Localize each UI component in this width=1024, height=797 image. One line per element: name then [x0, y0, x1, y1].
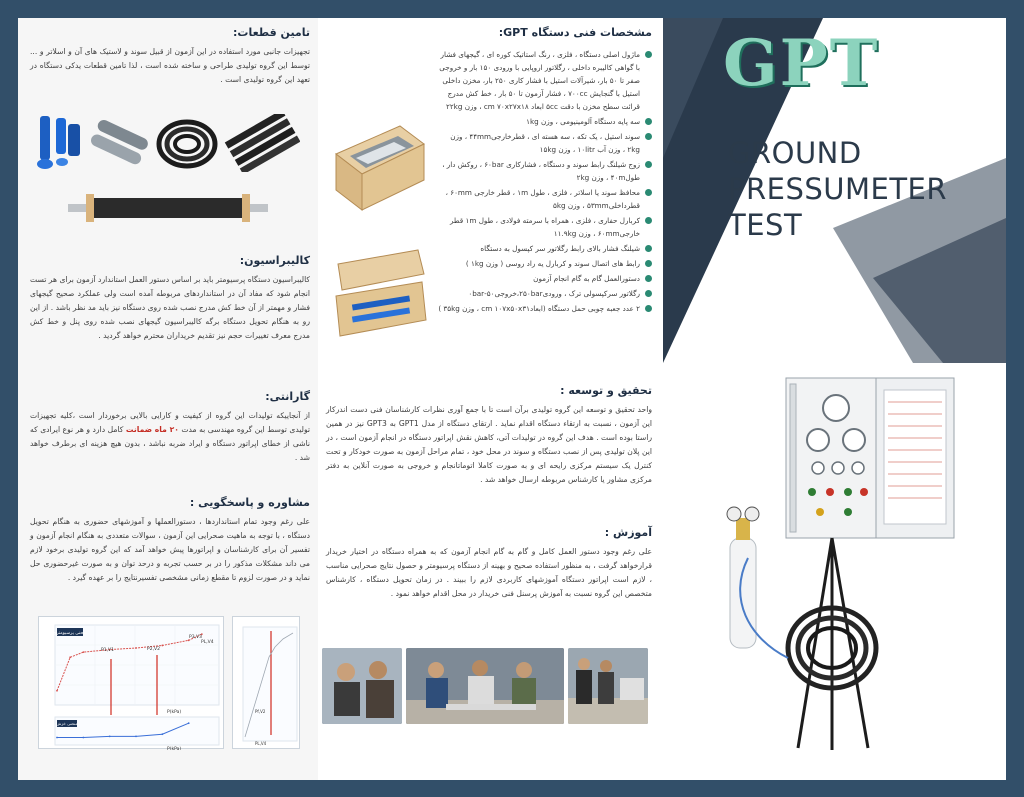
volume-chart-svg: [233, 617, 301, 750]
data-point: [109, 736, 111, 738]
bullet-icon: [645, 275, 652, 282]
creep-x-axis-label: P(kPa): [167, 747, 182, 750]
data-point: [56, 737, 58, 739]
research-text: واحد تحقیق و توسعه این گروه تولیدی برآن است تا با جمع آوری نظرات کارشناسان فنی دست اندرکار این آزمون ، نسبت به ارتقاء دستگاه اقدام نماید . ارتقای دستگاه از مدل GPT1 به GPT3 نیز در همین راستا بوده است . هدف این گروه در تولیدات آتی، کاهش نقش اپراتور دستگاه در انجام آزمون است ، در این پلان تولیدی پس از نصب دستگاه و سوند در محل خود ، تمام مراحل آزمون به صورت خودکار و تحت کنترل یک سیستم مرکزی رایحه ای و به صورت کاملا اتوماتانجام و خروجی به صورت آنلاین به دفتر مرکزی مشاور یا کارشناس مربوطه ارسال خواهد شد .: [326, 405, 653, 484]
consulting-heading: مشاوره و پاسخگویی :: [189, 496, 310, 509]
middle-column: [318, 18, 663, 780]
bullet-icon: [645, 245, 652, 252]
pl-label-2: PL,V4: [255, 741, 267, 746]
spec-item: رابط های اتصال سوند و کربارل یه راد روسی ( وزن ۱kg ): [438, 257, 652, 270]
specs-list: [438, 48, 652, 315]
data-point: [82, 737, 84, 739]
bullet-icon: [645, 260, 652, 267]
spec-item: ۲ عدد جعبه چوبی حمل دستگاه (ابعادcm ۱۰۷x۵۰x۳۱ ، وزن ۳۵kg ): [438, 302, 652, 315]
parts-text: تجهیزات جانبی مورد استفاده در این آزمون از قبیل سوند و لاستیک های آن و اسلاتر و ... توسط این گروه تولیدی طراحی و ساخته شده است ، لذا تامین قطعات یدکی دستگاه در تعهد این گروه تولیدی است .: [30, 47, 310, 84]
bullet-icon: [645, 217, 652, 224]
probe-rod-photo: [68, 188, 268, 228]
bullet-icon: [645, 51, 652, 58]
right-column: [663, 18, 1006, 780]
consulting-section: [30, 496, 310, 585]
warranty-text-before: از آنجاییکه تولیدات این گروه از کیفیت و کارایی بالایی برخوردار است ،کلیه تجهیزات تولیدی توسط این گروه مهندسی به مدت: [30, 411, 310, 434]
data-point: [135, 736, 137, 738]
bullet-icon: [645, 118, 652, 125]
chart-title: منحنی پرسیومتری: [52, 631, 88, 636]
research-section: [326, 384, 652, 487]
consulting-text: علی رغم وجود تمام استانداردها ، دستورالعملها و آموزشهای حضوری به هنگام تحویل دستگاه ، با توجه به ماهیت صحرایی این آزمون ، سوالات متعددی به هنگام انجام آزمون و تفسیر آن برای کارشناسان و اپراتورها پیش خواهد آمد که این گروه تولیدی برخود لازم می داند مشکلات مذکور را در بر حسب تجربه و درحد توان و به صورت غیرحضوری حل نماید و در صورت لزوم تا مقطع زمانی مشخصی تفسیرنتایج را بر عهده گیرد .: [30, 517, 310, 582]
x-axis-label: P(kPa): [167, 710, 182, 715]
cover-banner: [663, 18, 1006, 363]
p2-label: P2,V2: [147, 647, 160, 652]
training-photo-3: [568, 648, 648, 724]
spec-item: رگلاتور سرکپسولی ترک ، ورودی۲۵۰bar،خروجی۵۰-۰bar: [438, 287, 652, 300]
training-photo-2: [406, 648, 564, 724]
training-section: [326, 526, 652, 601]
bullet-icon: [645, 305, 652, 312]
wooden-case-panel-photo: [328, 114, 428, 234]
spec-item: محافظ سوند یا اسلاتر ، فلزی ، طول ۱m ، قطر خارجی ۶۰mm ، قطرداخلی۵۳mm ، وزن ۵kg: [438, 186, 652, 212]
data-point: [135, 647, 137, 649]
specs-list-wrap: [438, 48, 652, 317]
research-heading: تحقیق و توسعه :: [560, 384, 652, 397]
left-column: [18, 18, 318, 780]
pressuremeter-curve-svg: [39, 617, 225, 750]
warranty-text: [30, 409, 310, 465]
calibration-section: [30, 254, 310, 343]
hose-coil-photo: [154, 114, 220, 172]
data-point: [69, 656, 71, 658]
spec-item: سه پایه دستگاه آلومینیومی ، وزن ۱kg: [438, 115, 652, 128]
volume-chart: [232, 616, 300, 749]
specs-section: [326, 26, 652, 45]
warranty-heading: گارانتی:: [265, 390, 310, 403]
bullet-icon: [645, 189, 652, 196]
bullet-icon: [645, 161, 652, 168]
spec-item: زوج شیلنگ رابط سوند و دستگاه ، فشارکاری ۶۰bar ، روکش دار ، طول۴۰m ، وزن ۲kg: [438, 158, 652, 184]
spec-item: شیلنگ فشار بالای رابط رگلاتور سر کپسول به دستگاه: [438, 242, 652, 255]
title-line-1: GROUND: [728, 136, 862, 170]
data-point: [56, 690, 58, 692]
pf-label: Pf,V2: [255, 709, 266, 714]
sonde-parts-photo: [34, 114, 86, 172]
pressuremeter-curve-chart: [38, 616, 224, 749]
slotter-tubes-photo: [88, 114, 150, 172]
calibration-heading: کالیبراسیون:: [239, 254, 310, 267]
wooden-case-probe-photo: [328, 244, 428, 354]
pressuremeter-device-photo: [708, 358, 958, 758]
warranty-highlight: ۲۰ ماه ضمانت: [125, 425, 179, 434]
specs-heading: مشخصات فنی دستگاه GPT:: [498, 26, 652, 39]
bullet-icon: [645, 290, 652, 297]
spec-item: کربارل حفاری ، فلزی ، همراه با سرمته فولادی ، طول ۱m قطر خارجی۶۰mm ، وزن ۱۱.۹kg: [438, 214, 652, 240]
data-point: [82, 651, 84, 653]
training-photo-1: [322, 648, 402, 724]
p1-label: P1,V1: [101, 648, 114, 653]
training-heading: آموزش :: [604, 526, 652, 539]
spec-item: سوند استیل ، یک تکه ، سه هسته ای ، قطرخارجی۴۴mm ، وزن ۲kg ، وزن آب ۱۰litr ، وزن ۱۵kg: [438, 130, 652, 156]
warranty-text-after: کامل دارد و هر نوع ایرادی که ناشی از خطای اپراتور دستگاه و ایراد ضربه نباشد ، بدون هیچ هزینه ای برطرف خواهد شد .: [30, 425, 310, 462]
gpt-logo: GPT: [723, 26, 880, 101]
data-point: [188, 722, 190, 724]
p3-label: P3,V3: [189, 635, 202, 640]
spec-item: ماژول اصلی دستگاه ، فلزی ، رنگ استاتیک کوره ای ، گیجهای فشار با گواهی کالیبره داخلی ، رگلاتور اروپایی با ورودی ۱۵۰ بار و خروجی صفر تا ۵۰ بار، شیرآلات استیل با فشار کاری ۲۵۰ بار، مخزن داخلی استیل با گنجایش ۷۰۰cc ، فشار آزمون تا ۵۰ بار ، خط کش مدرج قرائت سطح مخزن با دقت ۵cc ابعاد cm ۷۰x۲۷x۱۸ ، وزن ۲۲kg: [438, 48, 652, 113]
title-line-3: TEST: [728, 208, 803, 242]
training-text: علی رغم وجود دستور العمل کامل و گام به گام انجام آزمون که به همراه دستگاه در اختیار خریدار قرارخواهد گرفت ، به منظور استفاده صحیح و بهینه از دستگاه پرسیومتر و حصول نتایج صحرایی مناسب ، لازم است اپراتور دستگاه آموزشهای کاربردی لازم را ببیند . در زمان تحویل دستگاه ، کارشناس متخصص این گروه نسبت به آموزش پرسنل فنی خریدار در محل اقدام خواهد نمود .: [326, 547, 652, 598]
creep-title: منحنی خزش: [56, 721, 78, 726]
warranty-section: [30, 390, 310, 465]
parts-heading: تامین قطعات:: [233, 26, 310, 39]
brochure-page: [18, 18, 1006, 780]
bullet-icon: [645, 133, 652, 140]
data-point: [161, 733, 163, 735]
pl-label: PL,V4: [201, 640, 214, 645]
spec-item: دستورالعمل گام به گام انجام آزمون: [438, 272, 652, 285]
data-point: [161, 645, 163, 647]
rubber-membranes-photo: [224, 114, 300, 172]
parts-section: [30, 26, 310, 87]
calibration-text: کالیبراسیون دستگاه پرسیومتر باید بر اساس دستور العمل استاندارد آزمون برای هر تست انجام شود که مفاد آن در استانداردهای مربوطه آمده است ولی عملکرد صحیح گیجهای فشار و مهمتر از آن خط کش مدرج نصب شده روی دستگاه نیز باید مد نظر باشد . از این رو به هنگام تحویل دستگاه برگه کالیبراسیون گیجهای نصب شده روی پنل و خط کش مدرج معرف تغییرات حجم نیز تقدیم خریداران محترم خواهد گردید .: [30, 275, 310, 340]
title-line-2: PRESSUMETER: [728, 172, 948, 206]
